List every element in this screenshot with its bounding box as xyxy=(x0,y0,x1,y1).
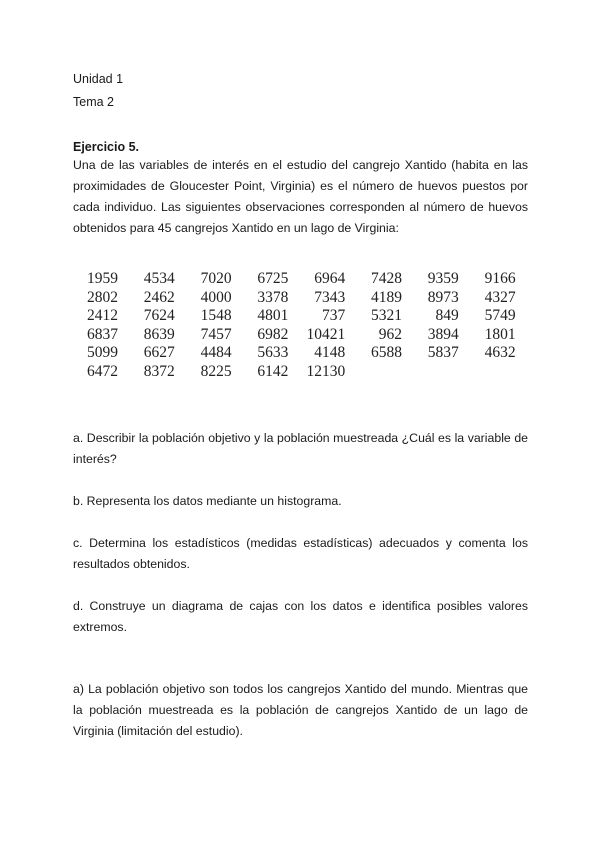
exercise-intro: Una de las variables de interés en el estudio del cangrejo Xantido (habita en las proximidades de Gloucester Point, Virginia) es el número de huevos puestos por cada individuo. Las siguientes observaciones corresponden al número de huevos obtenidos para 45 cangrejos Xantido en un lago de Virginia: xyxy=(73,158,528,235)
table-cell: 4189 xyxy=(370,288,402,306)
table-cell: 6627 xyxy=(143,344,175,362)
table-cell: 6472 xyxy=(87,362,118,380)
table-cell: 5749 xyxy=(484,307,516,325)
table-cell: 2412 xyxy=(87,307,118,325)
table-cell: 4632 xyxy=(484,344,516,362)
question-a: a. Describir la población objetivo y la población muestreada ¿Cuál es la variable de interés? xyxy=(73,431,528,466)
table-cell: 849 xyxy=(435,307,459,325)
table-row xyxy=(78,363,516,382)
table-cell: 737 xyxy=(321,307,346,325)
table-cell: 5837 xyxy=(427,344,459,362)
table-cell: 962 xyxy=(378,325,402,343)
table-cell: 8973 xyxy=(427,288,459,306)
answer-a: a) La población objetivo son todos los cangrejos Xantido del mundo. Mientras que la población muestreada es la población de cangrejos Xantido de un lago de Virginia (limitación del estudio). xyxy=(73,682,528,738)
table-cell: 6142 xyxy=(257,362,289,380)
table-cell xyxy=(459,363,516,382)
table-cell: 7457 xyxy=(200,325,232,343)
egg-count-table xyxy=(78,270,516,382)
table-cell: 4148 xyxy=(314,344,346,362)
table-cell: 7428 xyxy=(370,270,402,287)
table-cell: 6982 xyxy=(257,325,289,343)
table-cell: 3894 xyxy=(427,325,459,343)
table-cell xyxy=(345,363,402,382)
table-cell: 6588 xyxy=(370,344,402,362)
table-cell: 1548 xyxy=(200,307,232,325)
table-cell: 5633 xyxy=(257,344,289,362)
table-cell: 5321 xyxy=(370,307,402,325)
table-row xyxy=(78,270,516,289)
table-cell: 1801 xyxy=(484,325,516,343)
question-d: d. Construye un diagrama de cajas con los datos e identifica posibles valores extremos. xyxy=(73,599,528,634)
table-cell: 9359 xyxy=(427,270,459,287)
table-cell: 8225 xyxy=(200,362,232,380)
unit-label: Unidad 1 xyxy=(73,72,124,86)
table-cell: 3378 xyxy=(257,288,289,306)
table-cell: 12130 xyxy=(306,362,346,380)
table-cell xyxy=(402,363,459,382)
table-cell: 1959 xyxy=(87,270,118,287)
table-cell: 4000 xyxy=(200,288,232,306)
question-c: c. Determina los estadísticos (medidas estadísticas) adecuados y comenta los resultados obtenidos. xyxy=(73,536,528,571)
table-cell: 6964 xyxy=(314,270,346,287)
topic-label: Tema 2 xyxy=(73,95,114,109)
table-cell: 4327 xyxy=(484,288,516,306)
table-cell: 7020 xyxy=(200,270,232,287)
table-cell: 4484 xyxy=(200,344,232,362)
table-cell: 5099 xyxy=(87,344,118,362)
table-row xyxy=(78,326,516,345)
table-cell: 4534 xyxy=(143,270,175,287)
table-cell: 6725 xyxy=(257,270,289,287)
table-cell: 6837 xyxy=(87,325,118,343)
table-row xyxy=(78,307,516,326)
table-cell: 2462 xyxy=(143,288,175,306)
question-b: b. Representa los datos mediante un histograma. xyxy=(73,494,342,508)
table-cell: 2802 xyxy=(87,288,118,306)
table-cell: 8639 xyxy=(143,325,175,343)
exercise-title: Ejercicio 5. xyxy=(73,140,140,154)
table-cell: 8372 xyxy=(143,362,175,380)
table-cell: 9166 xyxy=(484,270,516,287)
table-cell: 7624 xyxy=(143,307,175,325)
table-cell: 7343 xyxy=(314,288,346,306)
table-row xyxy=(78,344,516,363)
table-row xyxy=(78,289,516,308)
table-cell: 4801 xyxy=(257,307,289,325)
table-cell: 10421 xyxy=(306,325,346,343)
